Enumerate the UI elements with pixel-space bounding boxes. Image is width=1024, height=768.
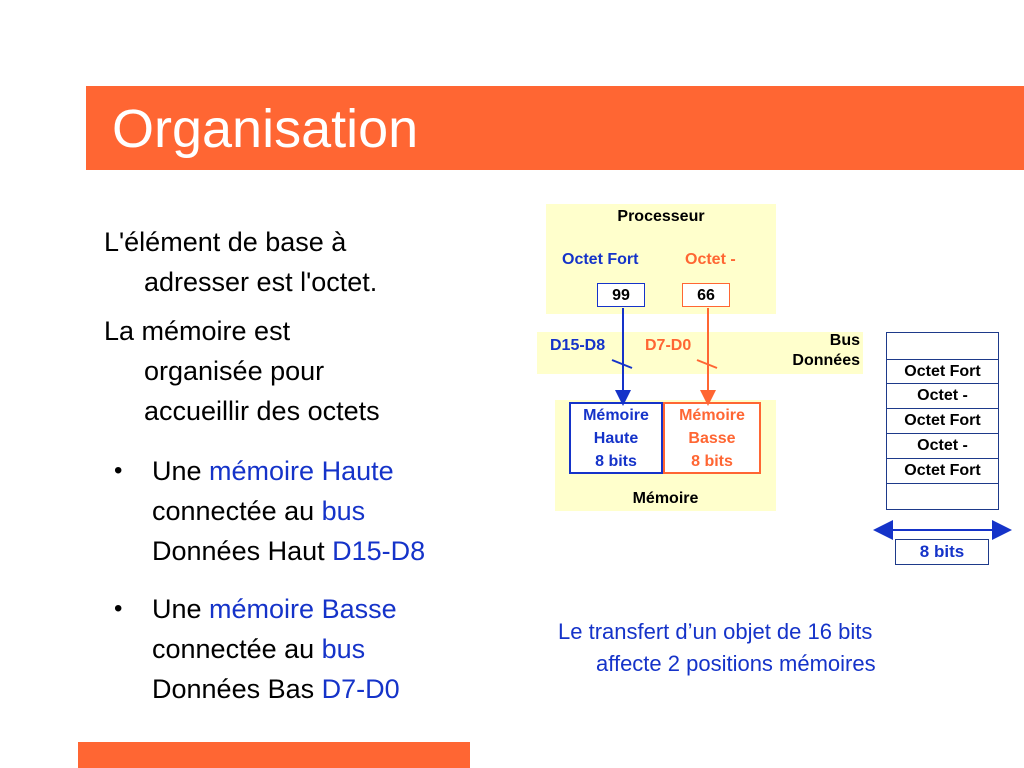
transfer-note-line-1: Le transfert d’un objet de 16 bits [558, 619, 873, 644]
stack-cell: Octet Fort [886, 408, 999, 434]
memory-haute-line-1: Mémoire [583, 407, 649, 424]
octet-faible-label: Octet - [685, 251, 736, 268]
stack-cell-empty-top [886, 332, 999, 360]
bullet-2-text-3: Données Bas [152, 674, 322, 704]
stack-cell: Octet - [886, 433, 999, 459]
memory-basse-line-1: Mémoire [679, 407, 745, 424]
bus-low-label: D7-D0 [645, 337, 692, 354]
memory-title: Mémoire [632, 490, 699, 507]
paragraph-2-line-1: La mémoire est [104, 316, 291, 346]
bullet-marker-2: • [114, 595, 123, 622]
bullet-1-text-3: Données Haut [152, 536, 333, 566]
bottom-accent-bar [78, 742, 470, 768]
bus-high-label: D15-D8 [550, 337, 606, 354]
stack-cell: Octet - [886, 383, 999, 409]
memory-haute-line-2: Haute [593, 430, 639, 447]
transfer-note-line-2: affecte 2 positions mémoires [596, 651, 876, 676]
bullet-1-highlight-2: bus [321, 496, 366, 526]
paragraph-1-line-1: L'élément de base à [104, 227, 347, 257]
bullet-marker-1: • [114, 457, 123, 484]
bullet-2-highlight-1: mémoire Basse [209, 594, 397, 624]
stack-cell: Octet Fort [886, 458, 999, 484]
bullet-1-highlight-3: D15-D8 [332, 536, 426, 566]
bullet-1-highlight-1: mémoire Haute [209, 456, 394, 486]
bullet-2-text-1: Une [152, 594, 210, 624]
processor-title: Processeur [617, 208, 705, 225]
memory-stack [886, 332, 999, 510]
paragraph-1-line-2: adresser est l'octet. [144, 267, 378, 297]
bullet-2-highlight-3: D7-D0 [321, 674, 400, 704]
bus-name-line-1: Bus [829, 332, 860, 349]
bullet-1-text-1: Une [152, 456, 210, 486]
register-low-value: 66 [682, 283, 730, 307]
register-high-value: 99 [597, 283, 645, 307]
slide-title: Organisation [112, 99, 419, 159]
octet-fort-label: Octet Fort [562, 251, 639, 268]
bullet-2-highlight-2: bus [321, 634, 366, 664]
paragraph-2-line-3: accueillir des octets [144, 396, 380, 426]
width-label: 8 bits [895, 539, 989, 565]
memory-basse-line-2: Basse [688, 430, 736, 447]
bus-name-line-2: Données [792, 352, 860, 369]
paragraph-2-line-2: organisée pour [144, 356, 325, 386]
bullet-1-text-2: connectée au [152, 496, 322, 526]
bullet-2-text-2: connectée au [152, 634, 322, 664]
memory-haute-line-3: 8 bits [595, 453, 637, 470]
stack-cell: Octet Fort [886, 359, 999, 384]
stack-cell-empty-bottom [886, 483, 999, 510]
memory-basse-line-3: 8 bits [691, 453, 733, 470]
